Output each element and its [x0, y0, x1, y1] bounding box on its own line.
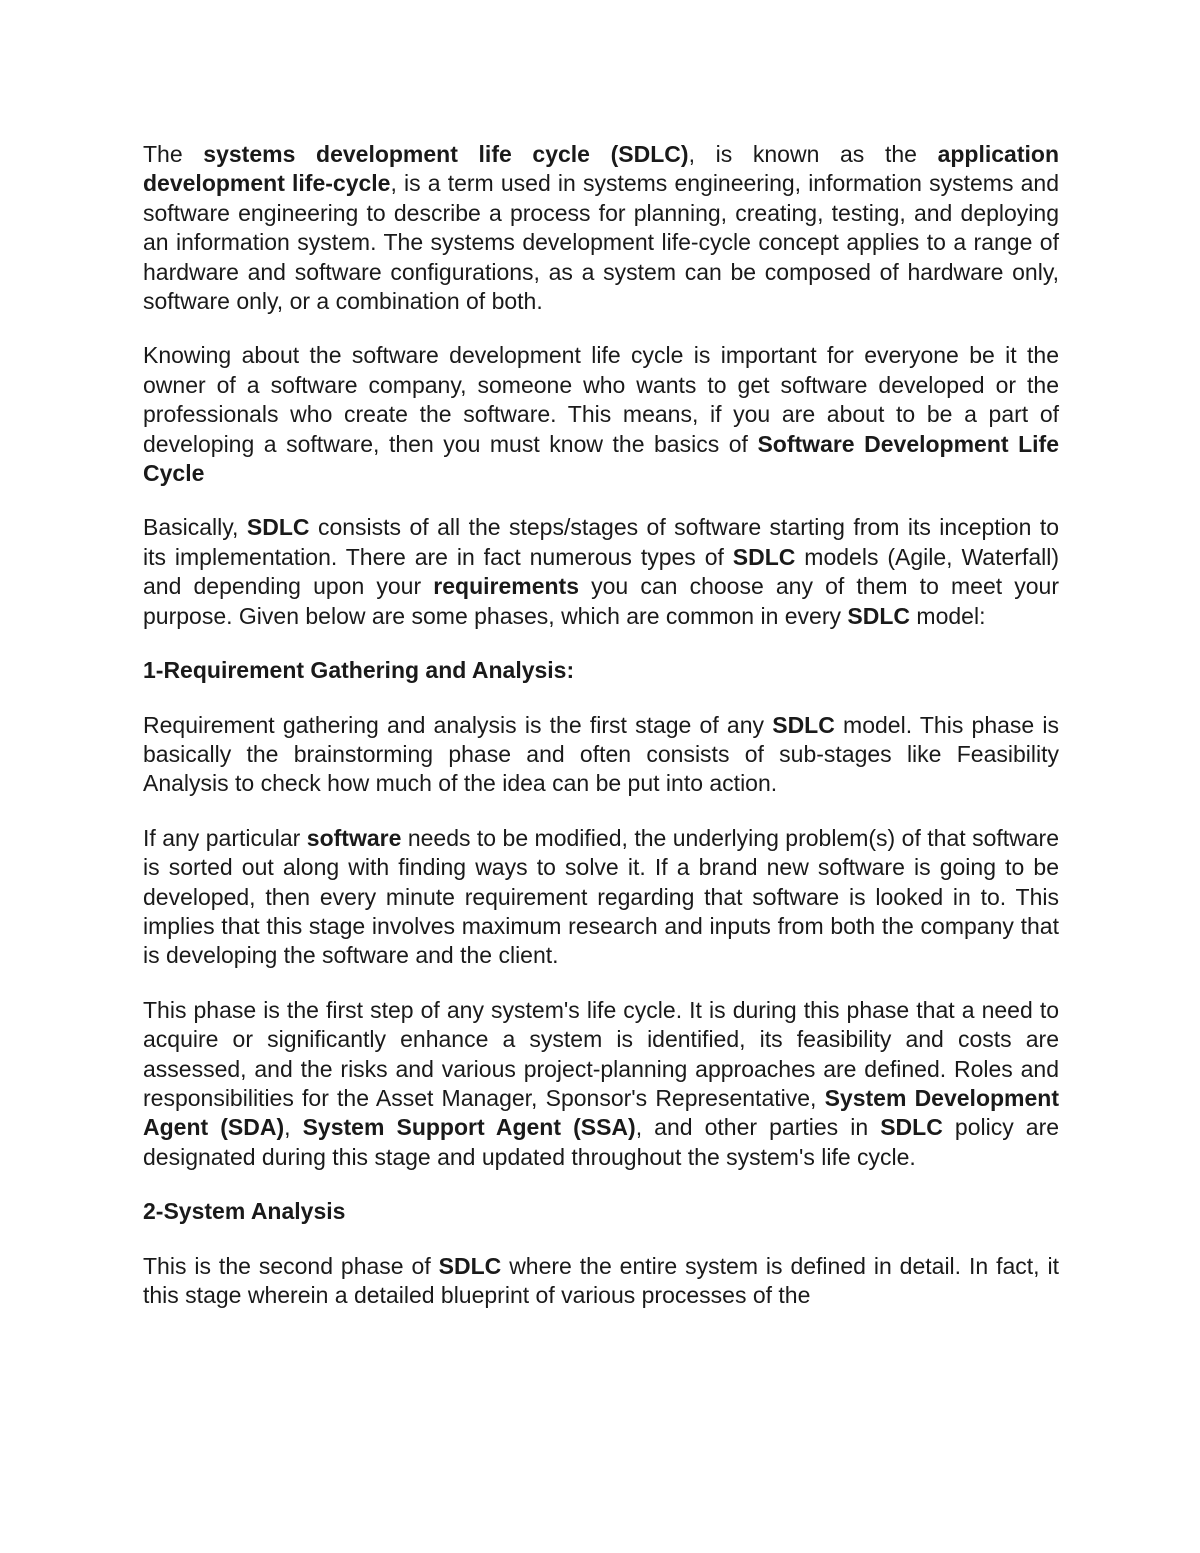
text-run: consists of all the steps/stages of software starting from its inception to its implementation. There are in fact numerous types of — [143, 514, 1060, 570]
text-run: , is a term used in systems engineering, information systems and software engineering to describe a process for planning, creating, testing, and deploying an information system. The systems development life-cycle concept applies to a range of hardware and software configurations, as a system can be composed of hardware only, software only, or a combination of both. — [143, 170, 1059, 315]
bold-term: System Development Agent (SDA) — [143, 1084, 1059, 1141]
paragraph-requirement-first-stage — [143, 711, 1059, 799]
text-run: where the entire system is defined in detail. In fact, it this stage wherein a detailed blueprint of various processes of the — [143, 1252, 1059, 1308]
document-body — [143, 140, 1059, 1335]
text-run: Requirement gathering and analysis is the first stage of any — [143, 711, 773, 738]
text-run: Knowing about the software development life cycle is important for everyone be it the owner of a software company, someone who wants to get software developed or the professionals who create the software. This means, if you are about to be a part of developing a software, then you must know the basics of — [143, 342, 1059, 457]
text-run: This phase is the first step of any system's life cycle. It is during this phase that a need to acquire or significantly enhance a system is identified, its feasibility and costs are assessed, and the risks and various project-planning approaches are defined. Roles and responsibilities for the Asset Manager, Sponsor's Representative, — [143, 996, 1059, 1111]
paragraph-basically-sdlc — [143, 513, 1059, 631]
section-heading-system-analysis — [143, 1197, 1059, 1226]
text-run: policy are designated during this stage and updated throughout the system's life cycle. — [143, 1114, 1060, 1170]
paragraph-first-step-life-cycle — [143, 996, 1059, 1172]
heading-text: 1-Requirement Gathering and Analysis: — [143, 657, 575, 684]
text-run: model: — [910, 602, 986, 629]
section-heading-requirement-gathering — [143, 656, 1059, 685]
text-run: , and other parties in — [635, 1114, 881, 1141]
text-run: you can choose any of them to meet your purpose. Given below are some phases, which are common in every — [143, 573, 1060, 629]
bold-term: requirements — [433, 573, 579, 600]
bold-term: SDLC — [880, 1114, 943, 1141]
heading-text: 2-System Analysis — [143, 1198, 346, 1225]
bold-term: systems development life cycle (SDLC) — [203, 141, 689, 167]
text-run: This is the second phase of — [143, 1252, 439, 1279]
bold-term: SDLC — [847, 602, 911, 629]
text-run: model. This phase is basically the brainstorming phase and often consists of sub-stages like Feasibility Analysis to check how much of the idea can be put into action. — [143, 711, 1060, 797]
paragraph-software-modified — [143, 824, 1059, 971]
text-run: Basically, — [143, 514, 247, 541]
text-run: If any particular — [143, 824, 307, 851]
bold-term: SDLC — [246, 514, 310, 541]
text-run: , — [284, 1114, 303, 1141]
bold-term: SDLC — [732, 543, 796, 570]
paragraph-second-phase — [143, 1252, 1059, 1311]
bold-term: software — [306, 824, 402, 851]
text-run: needs to be modified, the underlying problem(s) of that software is sorted out along with finding ways to solve it. If a brand new software is going to be developed, then every minute requirement regarding that software is looked in to. This implies that this stage involves maximum research and inputs from both the company that is developing the software and the client. — [143, 824, 1059, 969]
text-run: models (Agile, Waterfall) and depending upon your — [143, 543, 1059, 600]
bold-term: application development life-cycle — [143, 141, 1059, 197]
bold-term: Software Development Life Cycle — [143, 430, 1059, 487]
text-run: The — [143, 141, 204, 167]
bold-term: System Support Agent (SSA) — [302, 1114, 636, 1141]
bold-term: SDLC — [438, 1252, 502, 1279]
paragraph-knowing-sdlc — [143, 341, 1059, 488]
bold-term: SDLC — [772, 711, 835, 738]
paragraph-sdlc-definition — [143, 140, 1059, 316]
text-run: , is known as the — [688, 141, 938, 167]
